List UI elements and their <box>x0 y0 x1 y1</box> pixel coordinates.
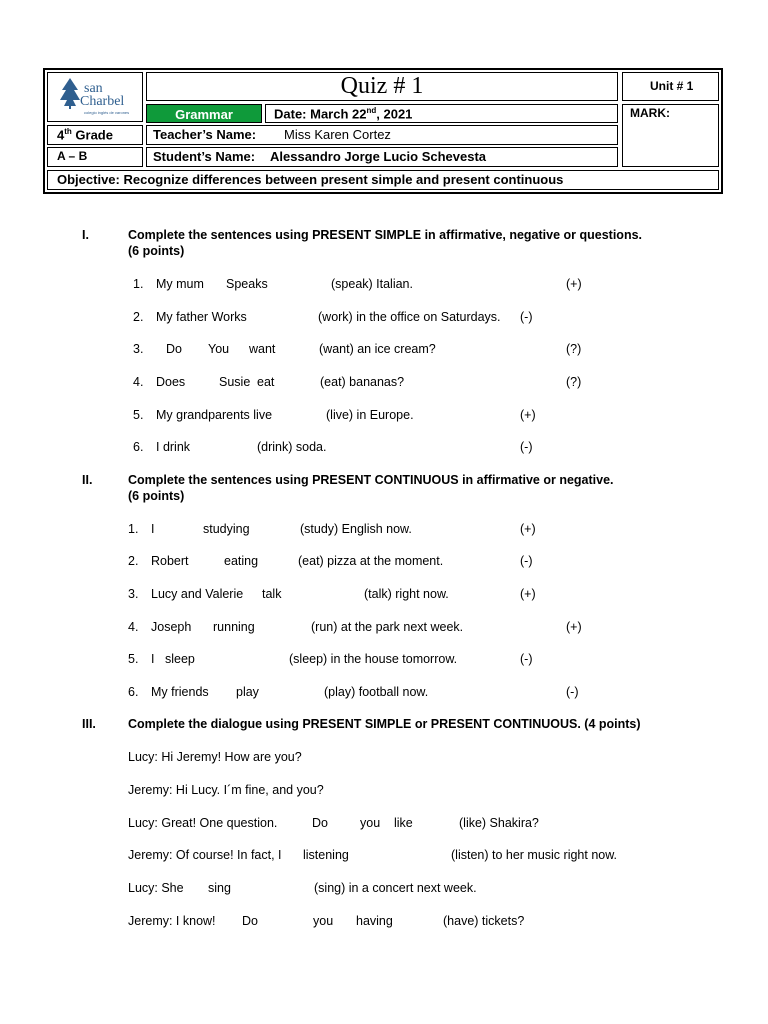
s2-item-4-answer: running <box>213 620 255 634</box>
s2-item-1-rest: (study) English now. <box>300 522 412 536</box>
s1-item-4-subject: Susie <box>219 375 251 389</box>
s2-item-4-sign: (+) <box>566 620 582 634</box>
dialogue-line-3-verb: like <box>394 816 413 830</box>
quiz-title: Quiz # 1 <box>340 73 424 99</box>
dialogue-line-5-rest: (sing) in a concert next week. <box>314 881 477 895</box>
dialogue-line-4-rest: (listen) to her music right now. <box>451 848 618 862</box>
dialogue-line-5-answer: sing <box>208 881 231 895</box>
dialogue-line-6-subject: you <box>313 914 334 928</box>
student-label: Student’s Name: <box>153 149 256 164</box>
dialogue-line-1: Lucy: Hi Jeremy! How are you? <box>128 750 302 764</box>
s2-item-6-subject: My friends <box>151 685 209 699</box>
s2-item-3-subject: Lucy and Valerie <box>151 587 244 601</box>
s2-item-4-num: 4. <box>128 620 139 634</box>
grade-label: Grade <box>71 127 113 143</box>
group-label: A – B <box>57 149 88 163</box>
s1-item-6-subject: I drink <box>156 440 191 454</box>
dialogue-line-3-rest: (like) Shakira? <box>459 816 539 830</box>
s1-item-3-sign: (?) <box>566 342 582 356</box>
s2-item-4-subject: Joseph <box>151 620 192 634</box>
s2-item-1-answer: studying <box>203 522 250 536</box>
s2-item-2-answer: eating <box>224 554 259 568</box>
s2-item-5-sign: (-) <box>520 652 533 666</box>
dialogue-line-3-text: Lucy: Great! One question. <box>128 816 278 830</box>
s1-item-2-rest: (work) in the office on Saturdays. <box>318 310 501 324</box>
s2-item-2-rest: (eat) pizza at the moment. <box>298 554 444 568</box>
dialogue-line-3-subject: you <box>360 816 381 830</box>
unit-label: Unit # 1 <box>650 79 694 93</box>
s1-item-1-num: 1. <box>133 277 144 291</box>
dialogue-line-4-answer: listening <box>303 848 349 862</box>
s1-item-3-subject: You <box>208 342 230 356</box>
s2-item-1-subject: I <box>151 522 155 536</box>
s2-item-6-answer: play <box>236 685 259 699</box>
dialogue-line-6-text: Jeremy: I know! <box>128 914 216 928</box>
s1-item-4-aux: Does <box>156 375 186 389</box>
s2-item-3-sign: (+) <box>520 587 536 601</box>
s1-item-5-sign: (+) <box>520 408 536 422</box>
s1-item-3-rest: (want) an ice cream? <box>319 342 436 356</box>
grade-number: 4 <box>57 127 65 143</box>
s1-item-1-answer: Speaks <box>226 277 268 291</box>
s1-item-2-subject: My father Works <box>156 310 247 324</box>
s1-item-5-rest: (live) in Europe. <box>326 408 414 422</box>
section-2-numeral: II. <box>82 473 93 487</box>
s1-item-3-verb: want <box>249 342 276 356</box>
s1-item-6-num: 6. <box>133 440 144 454</box>
section-1-points: (6 points) <box>128 244 185 258</box>
s1-item-4-verb: eat <box>257 375 275 389</box>
grade-suffix: th <box>64 127 72 136</box>
school-subtitle: colegio inglés de varones <box>84 110 130 115</box>
s2-item-6-sign: (-) <box>566 685 579 699</box>
s2-item-3-answer: talk <box>262 587 282 601</box>
section-3-instruction: Complete the dialogue using PRESENT SIMPLE or PRESENT CONTINUOUS. (4 points) <box>128 717 641 731</box>
dialogue-line-6-rest: (have) tickets? <box>443 914 525 928</box>
section-1-instruction: Complete the sentences using PRESENT SIMPLE in affirmative, negative or questions. <box>128 228 643 242</box>
s1-item-5-num: 5. <box>133 408 144 422</box>
student-value: Alessandro Jorge Lucio Schevesta <box>270 149 487 164</box>
s2-item-5-rest: (sleep) in the house tomorrow. <box>289 652 458 666</box>
school-name-line2: Charbel <box>80 94 125 109</box>
s1-item-1-sign: (+) <box>566 277 582 291</box>
teacher-value: Miss Karen Cortez <box>284 127 391 142</box>
s1-item-4-num: 4. <box>133 375 144 389</box>
s1-item-3-aux: Do <box>166 342 182 356</box>
s2-item-6-rest: (play) football now. <box>324 685 429 699</box>
s2-item-6-num: 6. <box>128 685 139 699</box>
s2-item-2-num: 2. <box>128 554 139 568</box>
section-3-numeral: III. <box>82 717 96 731</box>
s2-item-3-rest: (talk) right now. <box>364 587 449 601</box>
grade-text <box>57 127 113 142</box>
s1-item-5-subject: My grandparents live <box>156 408 273 422</box>
dialogue-line-6-aux: Do <box>242 914 258 928</box>
dialogue-line-6-verb: having <box>356 914 393 928</box>
s2-item-1-sign: (+) <box>520 522 536 536</box>
s2-item-4-rest: (run) at the park next week. <box>311 620 464 634</box>
s2-item-3-num: 3. <box>128 587 139 601</box>
mark-label: MARK: <box>630 106 670 120</box>
subject-badge: Grammar <box>146 104 262 123</box>
s1-item-3-num: 3. <box>133 342 144 356</box>
s1-item-6-rest: (drink) soda. <box>257 440 327 454</box>
date-text <box>274 106 412 121</box>
s2-item-5-answer: sleep <box>165 652 195 666</box>
dialogue-line-3-aux: Do <box>312 816 328 830</box>
teacher-label: Teacher’s Name: <box>153 127 257 142</box>
objective-text: Objective: Recognize differences between present simple and present continuous <box>57 172 564 187</box>
dialogue-line-5-text: Lucy: She <box>128 881 184 895</box>
date-suffix: nd <box>366 106 377 115</box>
s2-item-5-num: 5. <box>128 652 139 666</box>
section-1-numeral: I. <box>82 228 89 242</box>
dialogue-line-4-text: Jeremy: Of course! In fact, I <box>128 848 282 862</box>
s1-item-1-subject: My mum <box>156 277 204 291</box>
section-2-points: (6 points) <box>128 489 185 503</box>
s1-item-6-sign: (-) <box>520 440 533 454</box>
s1-item-1-rest: (speak) Italian. <box>331 277 413 291</box>
date-year: , 2021 <box>376 106 413 122</box>
dialogue-line-2: Jeremy: Hi Lucy. I´m fine, and you? <box>128 783 324 797</box>
s1-item-2-num: 2. <box>133 310 144 324</box>
s2-item-1-num: 1. <box>128 522 139 536</box>
s2-item-2-sign: (-) <box>520 554 533 568</box>
section-2-instruction: Complete the sentences using PRESENT CONTINUOUS in affirmative or negative. <box>128 473 614 487</box>
tree-logo-icon <box>58 76 82 110</box>
s2-item-5-subject: I <box>151 652 155 666</box>
s1-item-4-sign: (?) <box>566 375 582 389</box>
s1-item-2-sign: (-) <box>520 310 533 324</box>
s2-item-2-subject: Robert <box>151 554 189 568</box>
s1-item-4-rest: (eat) bananas? <box>320 375 405 389</box>
date-label: Date: March 22 <box>274 106 367 122</box>
school-name-line1: san <box>84 81 103 96</box>
